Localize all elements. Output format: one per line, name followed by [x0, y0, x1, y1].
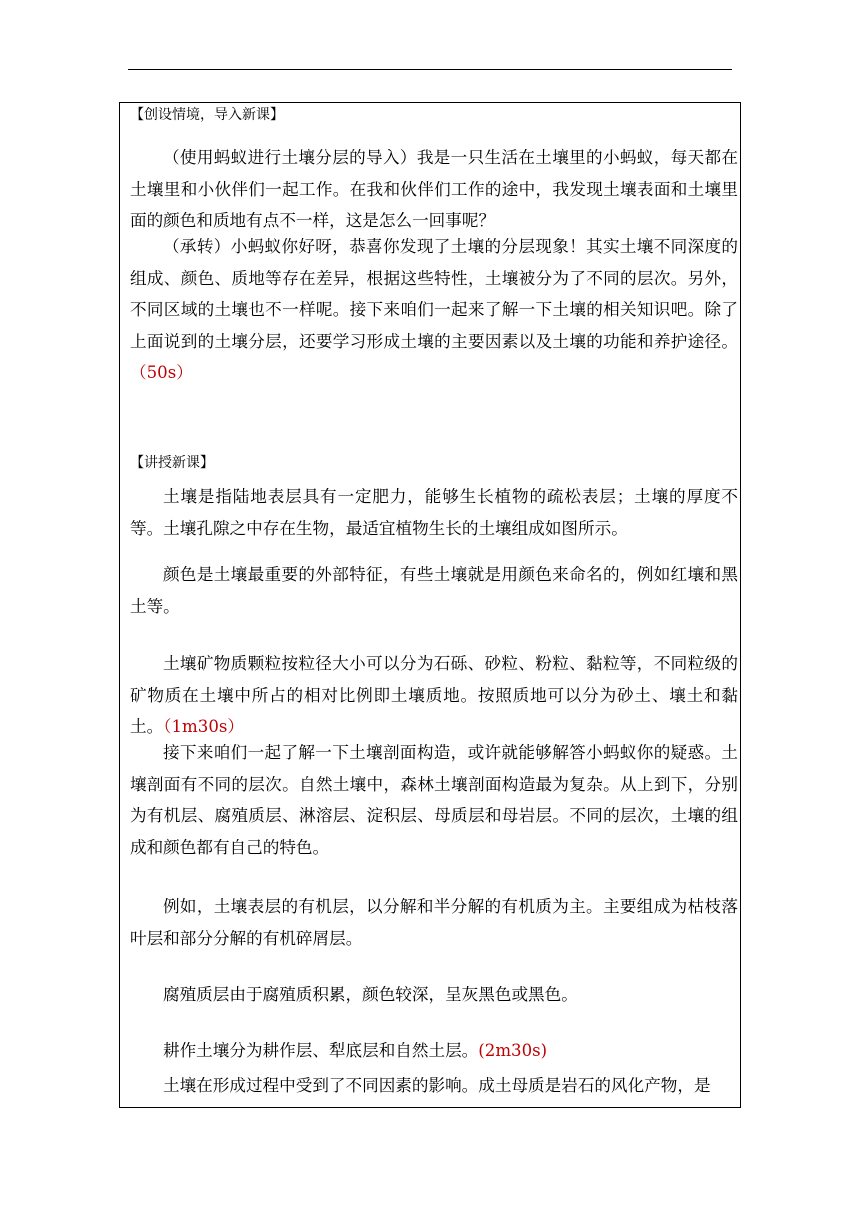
- lecture-paragraph-1: 土壤是指陆地表层具有一定肥力，能够生长植物的疏松表层；土壤的厚度不等。土壤孔隙之中存在生物，最适宜植物生长的土壤组成如图所示。: [130, 487, 738, 538]
- lecture-paragraph-2: 颜色是土壤最重要的外部特征，有些土壤就是用颜色来命名的，例如红壤和黑土等。: [130, 565, 738, 616]
- lesson-table-cell: [119, 102, 741, 1108]
- lecture-paragraph-4: 接下来咱们一起了解一下土壤剖面构造，或许就能够解答小蚂蚁你的疑惑。土壤剖面有不同的层次。自然土壤中，森林土壤剖面构造最为复杂。从上到下，分别为有机层、腐殖质层、淋溶层、淀积层、母质层和母岩层。不同的层次，土壤的组成和颜色都有自己的特色。: [130, 743, 738, 857]
- lecture-paragraph-6: 腐殖质层由于腐殖质积累，颜色较深，呈灰黑色或黑色。: [163, 985, 578, 1004]
- lecture-paragraph-5: 例如，土壤表层的有机层，以分解和半分解的有机质为主。主要组成为枯枝落叶层和部分分解的有机碎屑层。: [130, 897, 738, 948]
- intro-paragraph-2: （承转）小蚂蚁你好呀，恭喜你发现了土壤的分层现象！其实土壤不同深度的组成、颜色、质地等存在差异，根据这些特性，土壤被分为了不同的层次。另外，不同区域的土壤也不一样呢。接下来咱们一起来了解一下土壤的相关知识吧。除了上面说到的土壤分层，还要学习形成土壤的主要因素以及土壤的功能和养护途径。（50s）: [130, 237, 738, 382]
- timing-marker: （1m30s）: [163, 717, 244, 736]
- lecture-paragraph-8: 土壤在形成过程中受到了不同因素的影响。成土母质是岩石的风化产物，是: [163, 1076, 711, 1095]
- section-heading-intro: 【创设情境，导入新课】: [130, 107, 284, 123]
- lecture-paragraph-7: 耕作土壤分为耕作层、犁底层和自然土层。(2m30s): [163, 1041, 548, 1060]
- timing-marker: (2m30s): [478, 1041, 548, 1060]
- section-heading-lecture: 【讲授新课】: [130, 455, 214, 471]
- timing-marker: （50s）: [130, 363, 193, 382]
- lecture-paragraph-3: 土壤矿物质颗粒按粒径大小可以分为石砾、砂粒、粉粒、黏粒等，不同粒级的矿物质在土壤中所占的相对比例即土壤质地。按照质地可以分为砂土、壤土和黏土。（1m30s）: [130, 654, 738, 736]
- header-rule: [128, 69, 732, 70]
- intro-paragraph-1: （使用蚂蚁进行土壤分层的导入）我是一只生活在土壤里的小蚂蚁，每天都在土壤里和小伙伴们一起工作。在我和伙伴们工作的途中，我发现土壤表面和土壤里面的颜色和质地有点不一样，这是怎么一回事呢？: [130, 148, 738, 230]
